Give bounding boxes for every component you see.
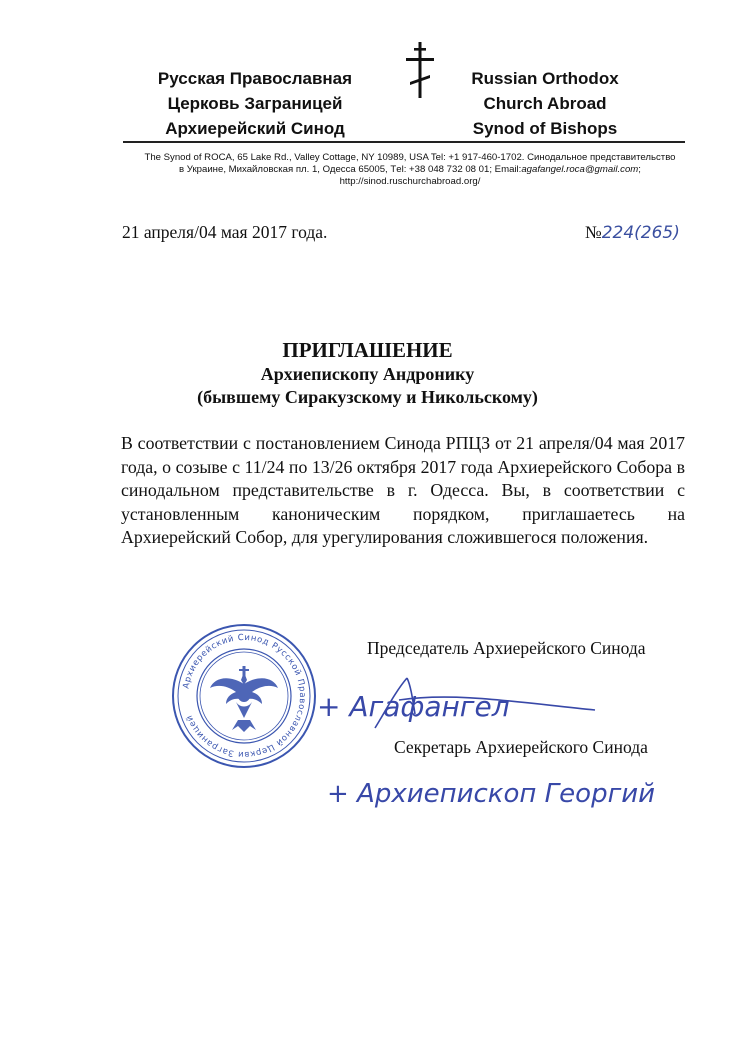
seal-text: Архиерейский Синод Русской Православной Церкви Заграницей: [181, 632, 308, 760]
secretary-signature: [323, 766, 673, 816]
letterhead-en-line: Synod of Bishops: [472, 119, 618, 138]
email-link[interactable]: agafangel.roca@gmail.com: [521, 164, 639, 175]
secretary-signature-text: + Архиепископ Георгий: [327, 779, 656, 809]
address-line: [115, 164, 705, 176]
orthodox-cross-icon: [402, 42, 438, 98]
letterhead-ru-line: Церковь Заграницей: [167, 94, 343, 113]
document-title: ПРИГЛАШЕНИЕ: [282, 338, 453, 362]
address-line: The Synod of ROCA, 65 Lake Rd., Valley Cottage, NY 10989, USA Tel: +1 917-460-1702. Синодальное представительство: [144, 152, 676, 163]
letterhead-ru-line: Русская Православная: [157, 69, 353, 88]
letterhead-divider: [123, 141, 685, 143]
address-text: в Украине, Михайловская пл. 1, Одесса 65005, Тel: +38 048 732 08 01; Email:: [179, 164, 522, 175]
website-link[interactable]: http://sinod.ruschurchabroad.org/: [339, 176, 481, 187]
chairman-label: Председатель Архиерейского Синода: [367, 638, 646, 658]
letterhead-ru-line: Архиерейский Синод: [165, 119, 345, 138]
secretary-label: Секретарь Архиерейского Синода: [394, 737, 648, 757]
letterhead-english: [450, 66, 640, 141]
chairman-signature-text: + Агафангел: [317, 690, 510, 723]
number-handwritten: 224(265): [601, 223, 680, 243]
letterhead-address: [115, 152, 705, 188]
addressee-line: (бывшему Сиракузскому и Никольскому): [197, 387, 538, 407]
document-date: 21 апреля/04 мая 2017 года.: [122, 222, 328, 242]
document-body: В соответствии с постановлением Синода РПЦЗ от 21 апреля/04 мая 2017 года, о созыве с 11/24 по 13/26 октября 2017 года Архиерейского Собора в синодальном представительстве в г. Одесса. Вы, в соответствии с установленным каноническим порядком, приглашаетесь на Архиерейский Собор, для урегулирования сложившегося положения.: [121, 433, 685, 547]
letterhead-en-line: Church Abroad: [483, 94, 607, 113]
letterhead-en-line: Russian Orthodox: [471, 69, 619, 88]
addressee-line: Архиепископу Андронику: [260, 364, 475, 384]
church-seal: [170, 622, 318, 770]
number-prefix: №: [585, 222, 602, 242]
document-number: [585, 222, 680, 243]
letterhead-russian: [120, 66, 390, 141]
chairman-signature: [315, 672, 615, 732]
address-text: ;: [638, 164, 641, 175]
